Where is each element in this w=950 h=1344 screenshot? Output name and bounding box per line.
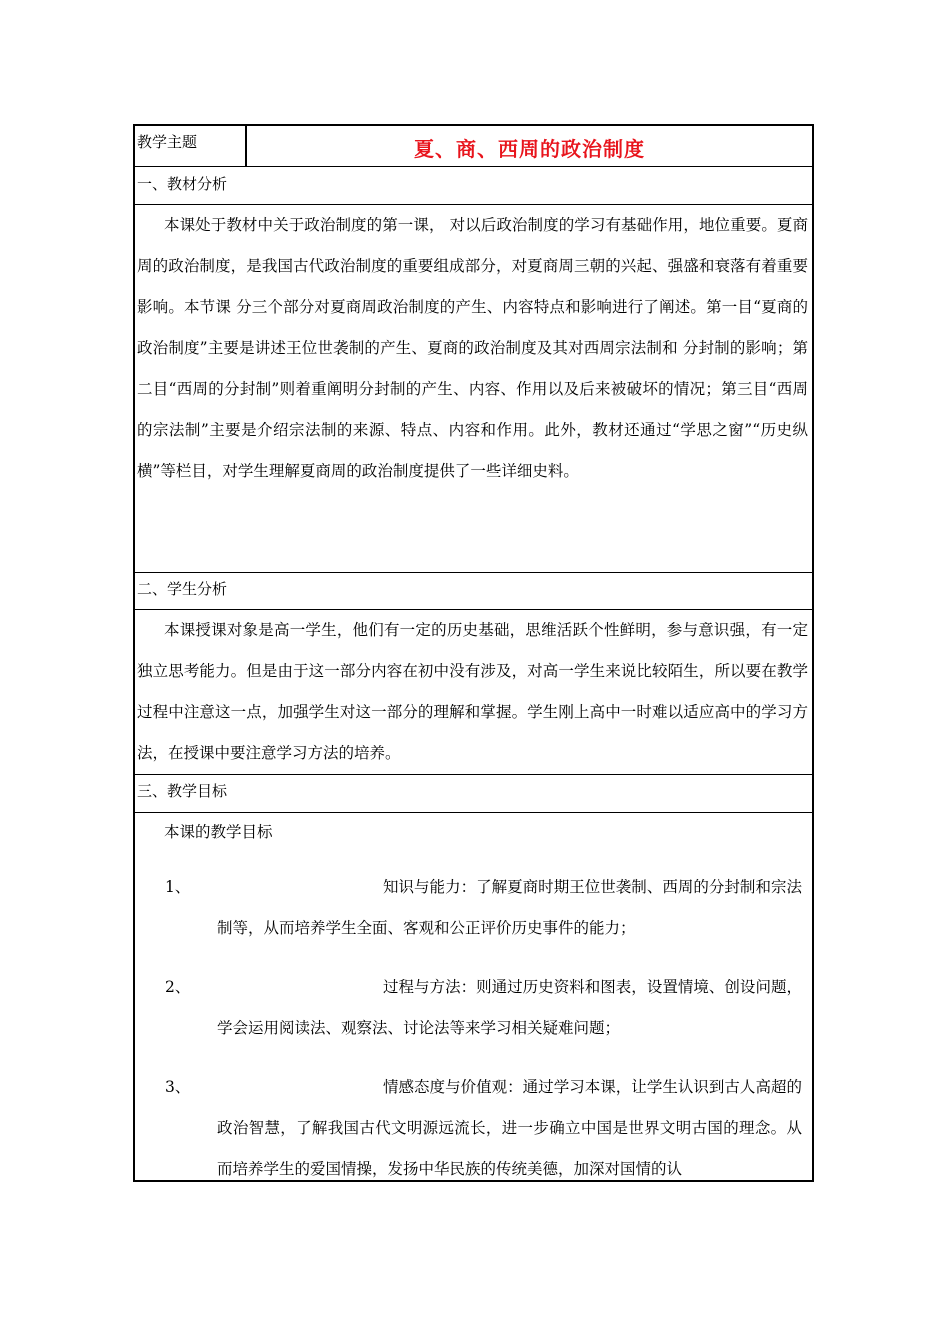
lesson-plan-table — [133, 124, 814, 1182]
goal-text: 知识与能力：了解夏商时期王位世袭制、西周的分封制和宗法制等，从而培养学生全面、客观和公正评价历史事件的能力； — [217, 878, 802, 937]
goal-text: 情感态度与价值观：通过学习本课，让学生认识到古人高超的政治智慧，了解我国古代文明源远流长，进一步确立中国是世界文明古国的理念。从而培养学生的爱国情操，发扬中华民族的传统美德，加深对国情的认 — [217, 1078, 802, 1178]
section-heading-row — [135, 573, 812, 610]
topic-label: 教学主题 — [137, 133, 198, 151]
title-row — [135, 126, 812, 167]
textbook-analysis-text: 本课处于教材中关于政治制度的第一课， 对以后政治制度的学习有基础作用，地位重要。夏商周的政治制度，是我国古代政治制度的重要组成部分，对夏商周三朝的兴起、强盛和衰落有着重要影响。本节课 分三个部分对夏商周政治制度的产生、内容特点和影响进行了阐述。第一目“夏商的政治制度”主要是讲述王位世袭制的产生、夏商的政治制度及其对西周宗法制和 分封制的影响；第二目“西周的分封制”则着重阐明分封制的产生、内容、作用以及后来被破坏的情况；第三目“西周的宗法制”主要是介绍宗法制的来源、特点、内容和作用。此外，教材还通过“学思之窗”“历史纵横”等栏目，对学生理解夏商周的政治制度提供了一些详细史料。 — [137, 216, 808, 480]
goal-number: 2、 — [165, 978, 191, 996]
section-heading: 一、教材分析 — [137, 175, 228, 193]
goal-text: 过程与方法：则通过历史资料和图表，设置情境、创设问题，学会运用阅读法、观察法、讨论法等来学习相关疑难问题； — [217, 978, 802, 1037]
goals-intro: 本课的教学目标 — [164, 823, 273, 841]
student-analysis-text: 本课授课对象是高一学生，他们有一定的历史基础，思维活跃个性鲜明，参与意识强，有一定独立思考能力。但是由于这一部分内容在初中没有涉及，对高一学生来说比较陌生，所以要在教学过程中注意这一点，加强学生对这一部分的理解和掌握。学生刚上高中一时难以适应高中的学习方法，在授课中要注意学习方法的培养。 — [137, 621, 808, 762]
goal-number: 1、 — [165, 878, 191, 896]
section-heading: 二、学生分析 — [137, 580, 228, 598]
document-title: 夏、商、西周的政治制度 — [414, 137, 645, 161]
section-heading-row — [135, 775, 812, 813]
teaching-goals-body — [135, 813, 812, 1180]
section-body-row — [135, 205, 812, 573]
section-heading-row — [135, 167, 812, 205]
section-body-row — [135, 610, 812, 775]
goal-number: 3、 — [165, 1078, 191, 1096]
title-cell — [245, 126, 812, 166]
section-heading: 三、教学目标 — [137, 782, 228, 800]
